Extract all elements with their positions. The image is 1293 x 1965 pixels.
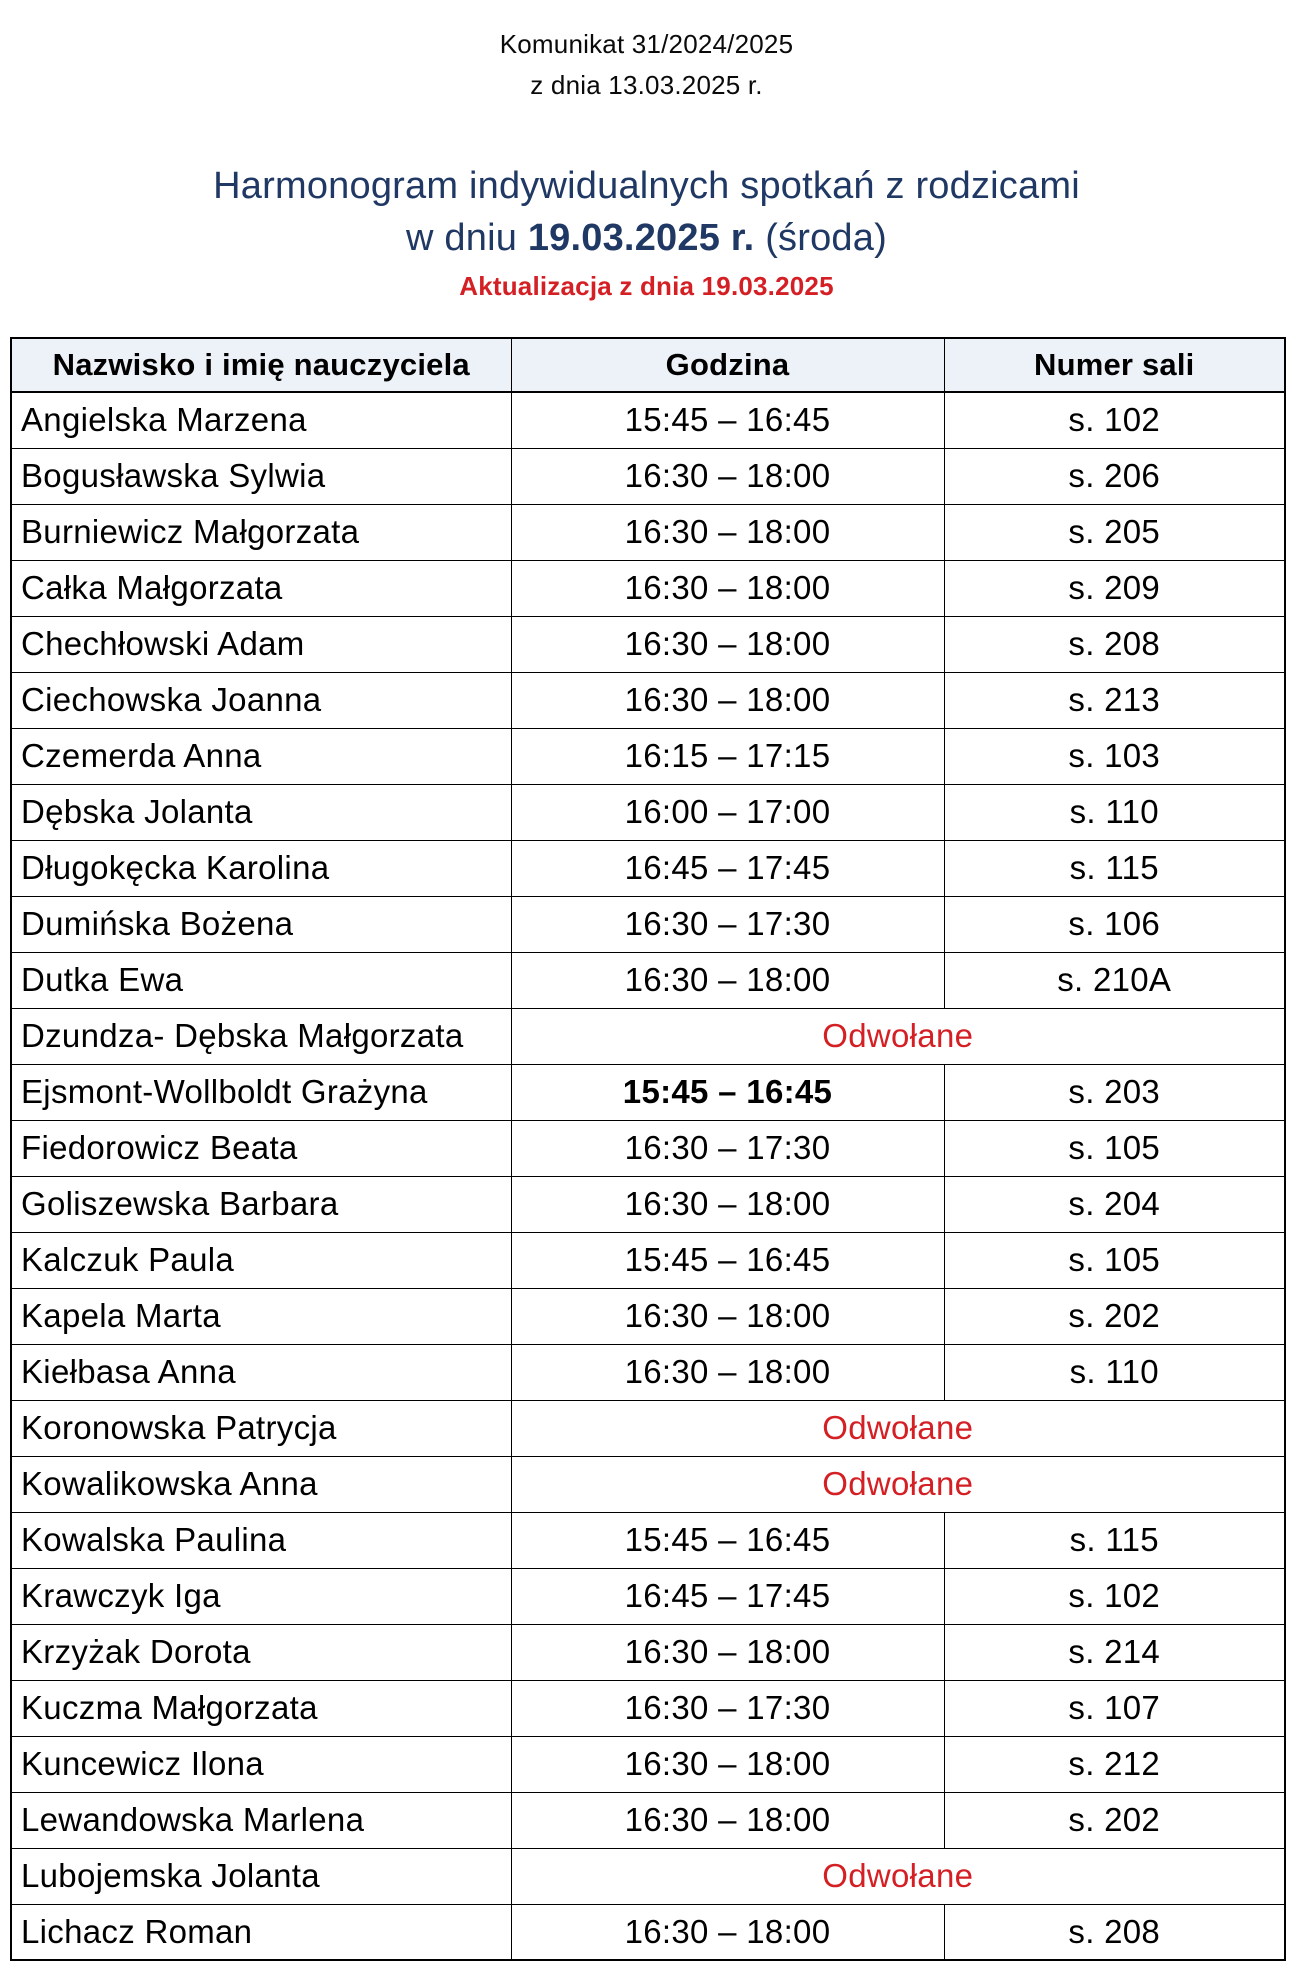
room-cell: s. 102: [944, 392, 1285, 448]
page-title: [0, 160, 1293, 264]
room-cell: s. 202: [944, 1288, 1285, 1344]
table-row: [11, 504, 1285, 560]
table-row: [11, 1176, 1285, 1232]
time-cell: 15:45 – 16:45: [511, 1064, 944, 1120]
table-row: [11, 1064, 1285, 1120]
header-row: [11, 338, 1285, 392]
time-cell: 15:45 – 16:45: [511, 1232, 944, 1288]
time-cell: 16:30 – 18:00: [511, 1736, 944, 1792]
teacher-name-cell: Lichacz Roman: [11, 1904, 511, 1960]
time-cell: 16:45 – 17:45: [511, 840, 944, 896]
teacher-name-cell: Kuczma Małgorzata: [11, 1680, 511, 1736]
teacher-name-cell: Dumińska Bożena: [11, 896, 511, 952]
teacher-name-cell: Angielska Marzena: [11, 392, 511, 448]
table-row-cancelled: [11, 1848, 1285, 1904]
col-header-time: Godzina: [511, 338, 944, 392]
teacher-name-cell: Kalczuk Paula: [11, 1232, 511, 1288]
teacher-name-cell: Lubojemska Jolanta: [11, 1848, 511, 1904]
table-row: [11, 1344, 1285, 1400]
table-row-cancelled: [11, 1400, 1285, 1456]
time-cell: 16:30 – 18:00: [511, 1792, 944, 1848]
table-row: [11, 1232, 1285, 1288]
time-cell: 15:45 – 16:45: [511, 392, 944, 448]
room-cell: s. 208: [944, 1904, 1285, 1960]
teacher-name-cell: Kuncewicz Ilona: [11, 1736, 511, 1792]
teacher-name-cell: Ejsmont-Wollboldt Grażyna: [11, 1064, 511, 1120]
teacher-name-cell: Bogusławska Sylwia: [11, 448, 511, 504]
table-row-cancelled: [11, 1456, 1285, 1512]
time-cell: 16:30 – 18:00: [511, 1624, 944, 1680]
teacher-name-cell: Długokęcka Karolina: [11, 840, 511, 896]
teacher-name-cell: Dębska Jolanta: [11, 784, 511, 840]
room-cell: s. 107: [944, 1680, 1285, 1736]
table-row: [11, 392, 1285, 448]
time-cell: 16:15 – 17:15: [511, 728, 944, 784]
time-cell: 16:45 – 17:45: [511, 1568, 944, 1624]
table-row: [11, 672, 1285, 728]
table-row: [11, 1512, 1285, 1568]
table-row: [11, 1624, 1285, 1680]
cancelled-cell: Odwołane: [511, 1456, 1285, 1512]
room-cell: s. 213: [944, 672, 1285, 728]
table-row: [11, 560, 1285, 616]
room-cell: s. 106: [944, 896, 1285, 952]
table-row: [11, 1568, 1285, 1624]
communique-number: Komunikat 31/2024/2025: [499, 29, 794, 59]
teacher-name-cell: Chechłowski Adam: [11, 616, 511, 672]
col-header-teacher: Nazwisko i imię nauczyciela: [11, 338, 511, 392]
time-cell: 16:30 – 18:00: [511, 1288, 944, 1344]
title-date-suffix: (środa): [754, 217, 887, 259]
communique-issue-date: z dnia 13.03.2025 r.: [530, 70, 763, 100]
time-cell: 16:30 – 18:00: [511, 1176, 944, 1232]
room-cell: s. 105: [944, 1232, 1285, 1288]
room-cell: s. 102: [944, 1568, 1285, 1624]
room-cell: s. 110: [944, 784, 1285, 840]
cancelled-cell: Odwołane: [511, 1008, 1285, 1064]
schedule-table-body: [11, 392, 1285, 1960]
table-row: [11, 1736, 1285, 1792]
teacher-name-cell: Kiełbasa Anna: [11, 1344, 511, 1400]
time-cell: 16:30 – 18:00: [511, 448, 944, 504]
teacher-name-cell: Fiedorowicz Beata: [11, 1120, 511, 1176]
room-cell: s. 210A: [944, 952, 1285, 1008]
time-cell: 16:30 – 18:00: [511, 1344, 944, 1400]
table-row: [11, 728, 1285, 784]
room-cell: s. 206: [944, 448, 1285, 504]
time-cell: 16:30 – 18:00: [511, 616, 944, 672]
teacher-name-cell: Kowalikowska Anna: [11, 1456, 511, 1512]
room-cell: s. 203: [944, 1064, 1285, 1120]
schedule-table: [10, 337, 1286, 1961]
time-cell: 15:45 – 16:45: [511, 1512, 944, 1568]
teacher-name-cell: Krzyżak Dorota: [11, 1624, 511, 1680]
room-cell: s. 115: [944, 1512, 1285, 1568]
room-cell: s. 212: [944, 1736, 1285, 1792]
table-row: [11, 1680, 1285, 1736]
table-row: [11, 616, 1285, 672]
teacher-name-cell: Goliszewska Barbara: [11, 1176, 511, 1232]
room-cell: s. 208: [944, 616, 1285, 672]
time-cell: 16:00 – 17:00: [511, 784, 944, 840]
title-date-prefix: w dniu: [406, 217, 528, 259]
table-row-cancelled: [11, 1008, 1285, 1064]
room-cell: s. 105: [944, 1120, 1285, 1176]
table-row: [11, 1288, 1285, 1344]
teacher-name-cell: Dzundza- Dębska Małgorzata: [11, 1008, 511, 1064]
room-cell: s. 205: [944, 504, 1285, 560]
cancelled-cell: Odwołane: [511, 1400, 1285, 1456]
table-row: [11, 1792, 1285, 1848]
table-row: [11, 840, 1285, 896]
page-title-line1: Harmonogram indywidualnych spotkań z rodzicami: [213, 165, 1080, 207]
col-header-room: Numer sali: [944, 338, 1285, 392]
teacher-name-cell: Czemerda Anna: [11, 728, 511, 784]
table-row: [11, 896, 1285, 952]
time-cell: 16:30 – 18:00: [511, 504, 944, 560]
teacher-name-cell: Burniewicz Małgorzata: [11, 504, 511, 560]
table-row: [11, 1120, 1285, 1176]
meeting-date: 19.03.2025 r.: [527, 217, 755, 259]
room-cell: s. 103: [944, 728, 1285, 784]
teacher-name-cell: Koronowska Patrycja: [11, 1400, 511, 1456]
teacher-name-cell: Całka Małgorzata: [11, 560, 511, 616]
teacher-name-cell: Kowalska Paulina: [11, 1512, 511, 1568]
room-cell: s. 110: [944, 1344, 1285, 1400]
room-cell: s. 204: [944, 1176, 1285, 1232]
time-cell: 16:30 – 17:30: [511, 896, 944, 952]
time-cell: 16:30 – 18:00: [511, 952, 944, 1008]
room-cell: s. 214: [944, 1624, 1285, 1680]
schedule-table-header: [11, 338, 1285, 392]
time-cell: 16:30 – 18:00: [511, 560, 944, 616]
time-cell: 16:30 – 17:30: [511, 1120, 944, 1176]
update-note: Aktualizacja z dnia 19.03.2025: [459, 271, 834, 301]
time-cell: 16:30 – 17:30: [511, 1680, 944, 1736]
cancelled-cell: Odwołane: [511, 1848, 1285, 1904]
communique-header: [0, 0, 1293, 106]
time-cell: 16:30 – 18:00: [511, 1904, 944, 1960]
room-cell: s. 115: [944, 840, 1285, 896]
table-row: [11, 784, 1285, 840]
teacher-name-cell: Dutka Ewa: [11, 952, 511, 1008]
table-row: [11, 952, 1285, 1008]
page-title-line2: [0, 212, 1293, 264]
teacher-name-cell: Krawczyk Iga: [11, 1568, 511, 1624]
time-cell: 16:30 – 18:00: [511, 672, 944, 728]
table-row: [11, 1904, 1285, 1960]
teacher-name-cell: Ciechowska Joanna: [11, 672, 511, 728]
room-cell: s. 202: [944, 1792, 1285, 1848]
teacher-name-cell: Kapela Marta: [11, 1288, 511, 1344]
table-row: [11, 448, 1285, 504]
teacher-name-cell: Lewandowska Marlena: [11, 1792, 511, 1848]
room-cell: s. 209: [944, 560, 1285, 616]
